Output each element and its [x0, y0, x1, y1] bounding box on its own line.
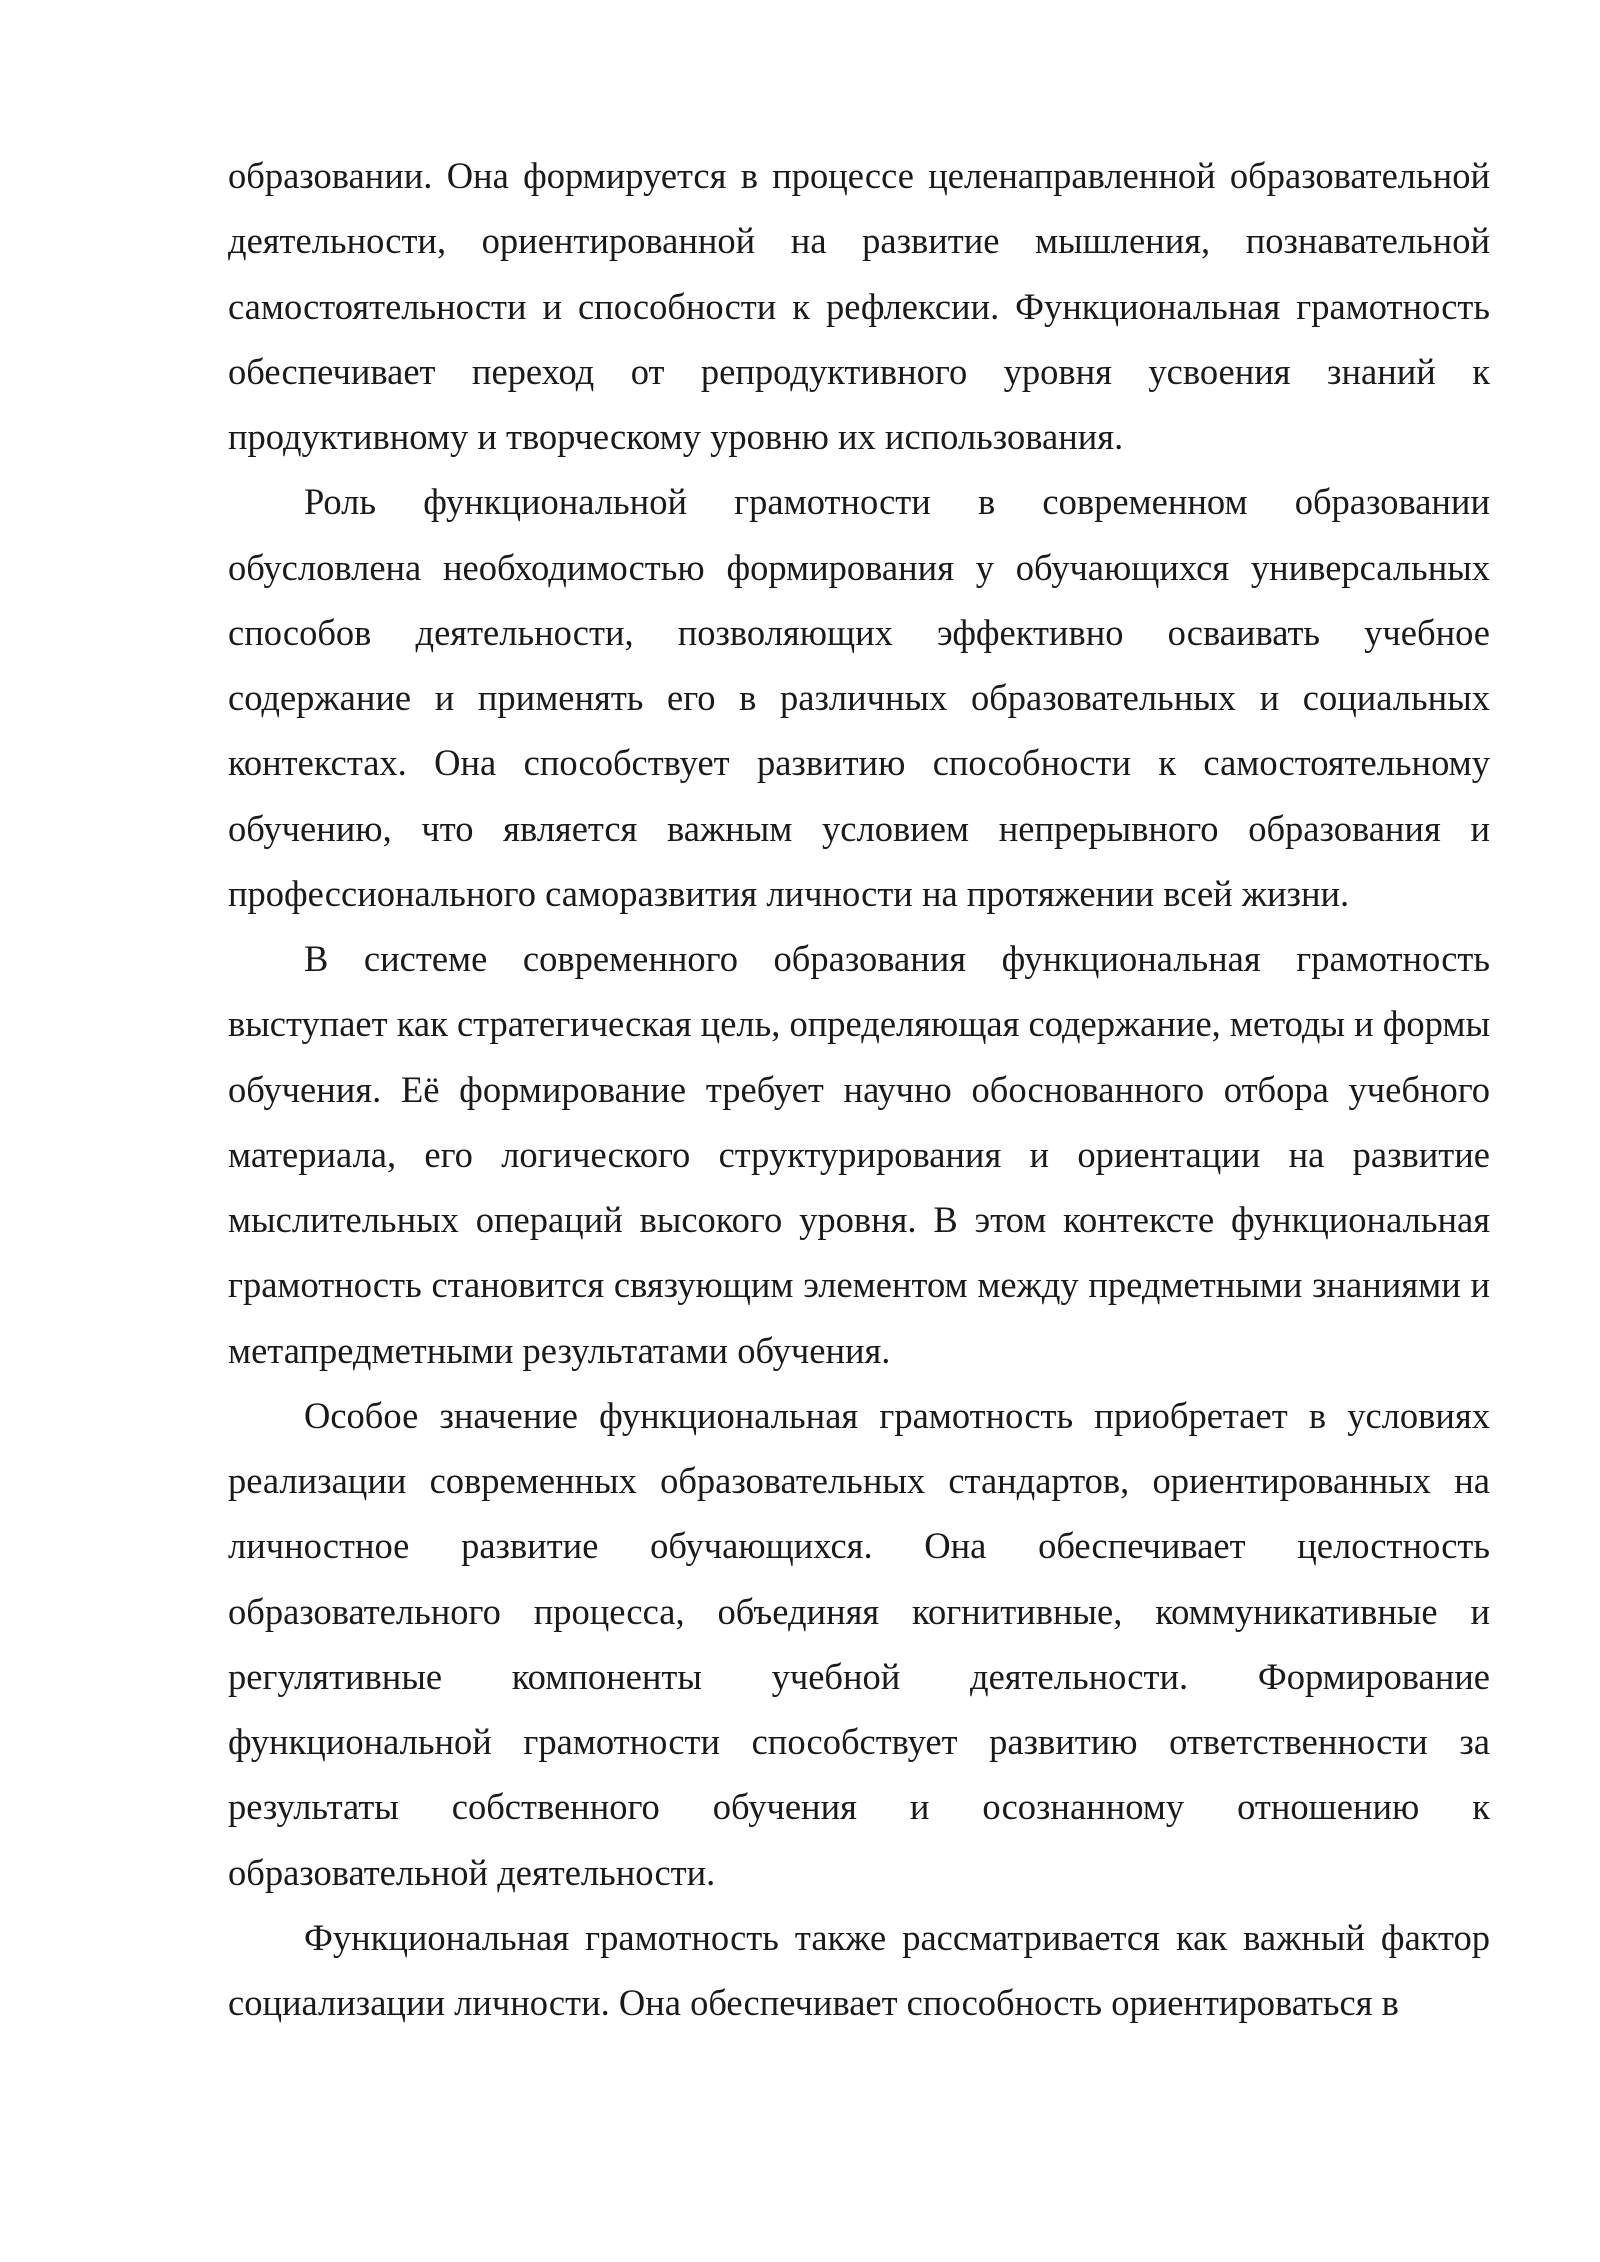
- document-body: [228, 143, 1490, 2035]
- paragraph-continuation: образовании. Она формируется в процессе целенаправленной образовательной деятельности, ориентированной на развитие мышления, познавательной самостоятельности и способности к рефлексии. Функциональная грамотность обеспечивает переход от репродуктивного уровня усвоения знаний к продуктивному и творческому уровню их использования.: [228, 155, 1490, 457]
- paragraph-socialization: Функциональная грамотность также рассматривается как важный фактор социализации личности. Она обеспечивает способность ориентироваться в: [228, 1916, 1490, 2023]
- paragraph-educational-standards: Особое значение функциональная грамотность приобретает в условиях реализации современных образовательных стандартов, ориентированных на личностное развитие обучающихся. Она обеспечивает целостность образовательного процесса, объединяя когнитивные, коммуникативные и регулятивные компоненты учебной деятельности. Формирование функциональной грамотности способствует развитию ответственности за результаты собственного обучения и осознанному отношению к образовательной деятельности.: [228, 1394, 1490, 1893]
- paragraph-role-of-literacy: Роль функциональной грамотности в современном образовании обусловлена необходимостью формирования у обучающихся универсальных способов деятельности, позволяющих эффективно осваивать учебное содержание и применять его в различных образовательных и социальных контекстах. Она способствует развитию способности к самостоятельному обучению, что является важным условием непрерывного образования и профессионального саморазвития личности на протяжении всей жизни.: [228, 481, 1490, 914]
- paragraph-strategic-goal: В системе современного образования функциональная грамотность выступает как стратегическая цель, определяющая содержание, методы и формы обучения. Её формирование требует научно обоснованного отбора учебного материала, его логического структурирования и ориентации на развитие мыслительных операций высокого уровня. В этом контексте функциональная грамотность становится связующим элементом между предметными знаниями и метапредметными результатами обучения.: [228, 938, 1490, 1371]
